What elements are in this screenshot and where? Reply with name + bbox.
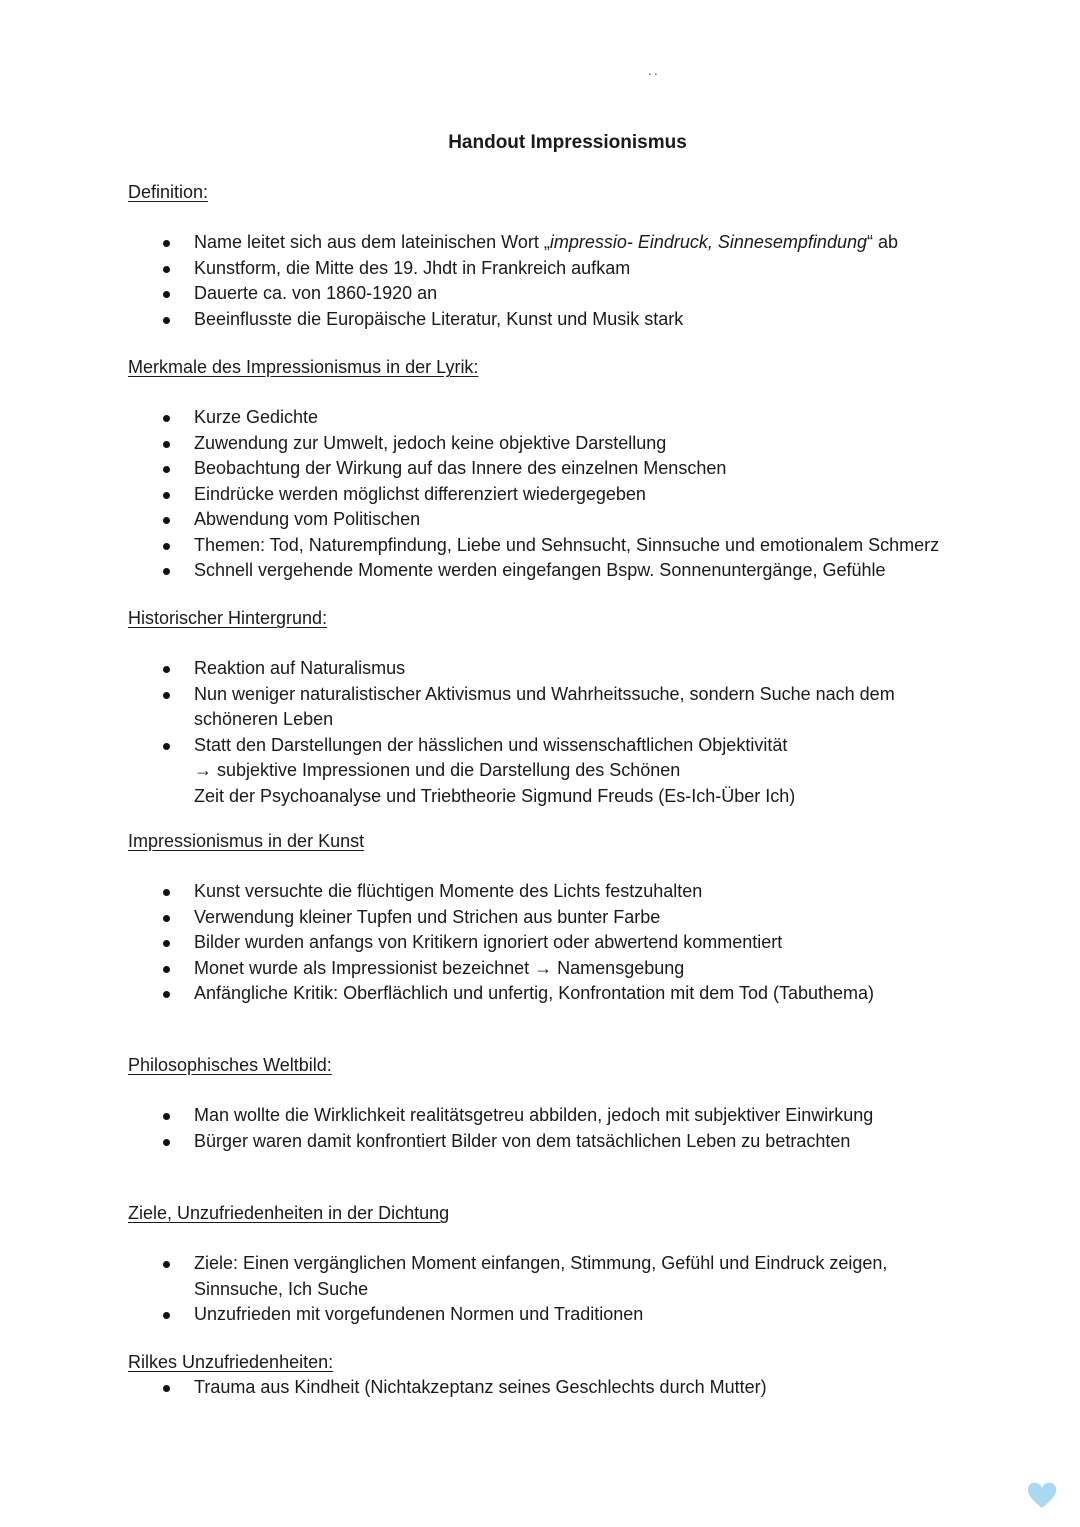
list-item: Beobachtung der Wirkung auf das Innere des einzelnen Menschen bbox=[128, 456, 1028, 482]
list-item: Kunstform, die Mitte des 19. Jhdt in Frankreich aufkam bbox=[128, 256, 988, 282]
section-philosophisch bbox=[128, 1053, 988, 1154]
section-heading: Historischer Hintergrund: bbox=[128, 608, 328, 628]
list-item: Schnell vergehende Momente werden eingefangen Bspw. Sonnenuntergänge, Gefühle bbox=[128, 558, 1028, 584]
list-item: Monet wurde als Impressionist bezeichnet → Namensgebung bbox=[128, 956, 988, 982]
page-title: Handout Impressionismus bbox=[448, 132, 687, 153]
list-item: Name leitet sich aus dem lateinischen Wort „impressio- Eindruck, Sinnesempfindung“ ab bbox=[128, 230, 988, 256]
section-heading: Ziele, Unzufriedenheiten in der Dichtung bbox=[128, 1203, 450, 1223]
list-item: Anfängliche Kritik: Oberflächlich und unfertig, Konfrontation mit dem Tod (Tabuthema) bbox=[128, 981, 988, 1007]
list-item: Dauerte ca. von 1860-1920 an bbox=[128, 281, 988, 307]
bullet-list bbox=[128, 1251, 928, 1328]
top-mark: .. bbox=[648, 62, 660, 78]
list-item: Bürger waren damit konfrontiert Bilder von dem tatsächlichen Leben zu betrachten bbox=[128, 1129, 988, 1155]
section-heading: Impressionismus in der Kunst bbox=[128, 831, 365, 851]
section-historisch bbox=[128, 606, 918, 809]
list-item: Kurze Gedichte bbox=[128, 405, 1028, 431]
list-item: Themen: Tod, Naturempfindung, Liebe und Sehnsucht, Sinnsuche und emotionalem Schmerz bbox=[128, 533, 1028, 559]
section-rilke bbox=[128, 1350, 988, 1401]
section-kunst bbox=[128, 829, 988, 1007]
section-heading: Rilkes Unzufriedenheiten: bbox=[128, 1352, 334, 1372]
list-item: Bilder wurden anfangs von Kritikern ignoriert oder abwertend kommentiert bbox=[128, 930, 988, 956]
bullet-list bbox=[128, 879, 988, 1007]
heart-icon bbox=[1026, 1480, 1058, 1510]
section-definition bbox=[128, 180, 988, 332]
bullet-list bbox=[128, 1375, 988, 1401]
latin-term: impressio- Eindruck, Sinnesempfindung bbox=[549, 232, 867, 252]
bullet-list bbox=[128, 230, 988, 332]
list-item: Beeinflusste die Europäische Literatur, Kunst und Musik stark bbox=[128, 307, 988, 333]
list-item: Trauma aus Kindheit (Nichtakzeptanz seines Geschlechts durch Mutter) bbox=[128, 1375, 988, 1401]
section-ziele bbox=[128, 1201, 928, 1328]
bullet-list bbox=[128, 1103, 988, 1154]
list-item: Kunst versuchte die flüchtigen Momente des Lichts festzuhalten bbox=[128, 879, 988, 905]
section-heading: Philosophisches Weltbild: bbox=[128, 1055, 332, 1075]
list-item: Statt den Darstellungen der hässlichen und wissenschaftlichen Objektivität → subjektive Impressionen und die Darstellung des Schönen Zeit der Psychoanalyse und Triebtheorie Sigmund Freuds (Es-Ich-Über Ich) bbox=[128, 733, 918, 810]
list-item: Eindrücke werden möglichst differenziert wiedergegeben bbox=[128, 482, 1028, 508]
list-item: Reaktion auf Naturalismus bbox=[128, 656, 918, 682]
list-item: Unzufrieden mit vorgefundenen Normen und Traditionen bbox=[128, 1302, 928, 1328]
list-item: Ziele: Einen vergänglichen Moment einfangen, Stimmung, Gefühl und Eindruck zeigen, Sinnsuche, Ich Suche bbox=[128, 1251, 928, 1302]
bullet-list bbox=[128, 405, 1028, 584]
section-heading: Definition: bbox=[128, 182, 209, 202]
list-item: Man wollte die Wirklichkeit realitätsgetreu abbilden, jedoch mit subjektiver Einwirkung bbox=[128, 1103, 988, 1129]
arrow-line: → subjektive Impressionen und die Darstellung des Schönen bbox=[194, 760, 681, 780]
list-item: Verwendung kleiner Tupfen und Strichen aus bunter Farbe bbox=[128, 905, 988, 931]
bullet-list bbox=[128, 656, 918, 809]
section-merkmale bbox=[128, 355, 1028, 584]
list-item: Nun weniger naturalistischer Aktivismus und Wahrheitssuche, sondern Suche nach dem schöneren Leben bbox=[128, 682, 918, 733]
list-item: Abwendung vom Politischen bbox=[128, 507, 1028, 533]
section-heading: Merkmale des Impressionismus in der Lyrik: bbox=[128, 357, 479, 377]
list-item: Zuwendung zur Umwelt, jedoch keine objektive Darstellung bbox=[128, 431, 1028, 457]
